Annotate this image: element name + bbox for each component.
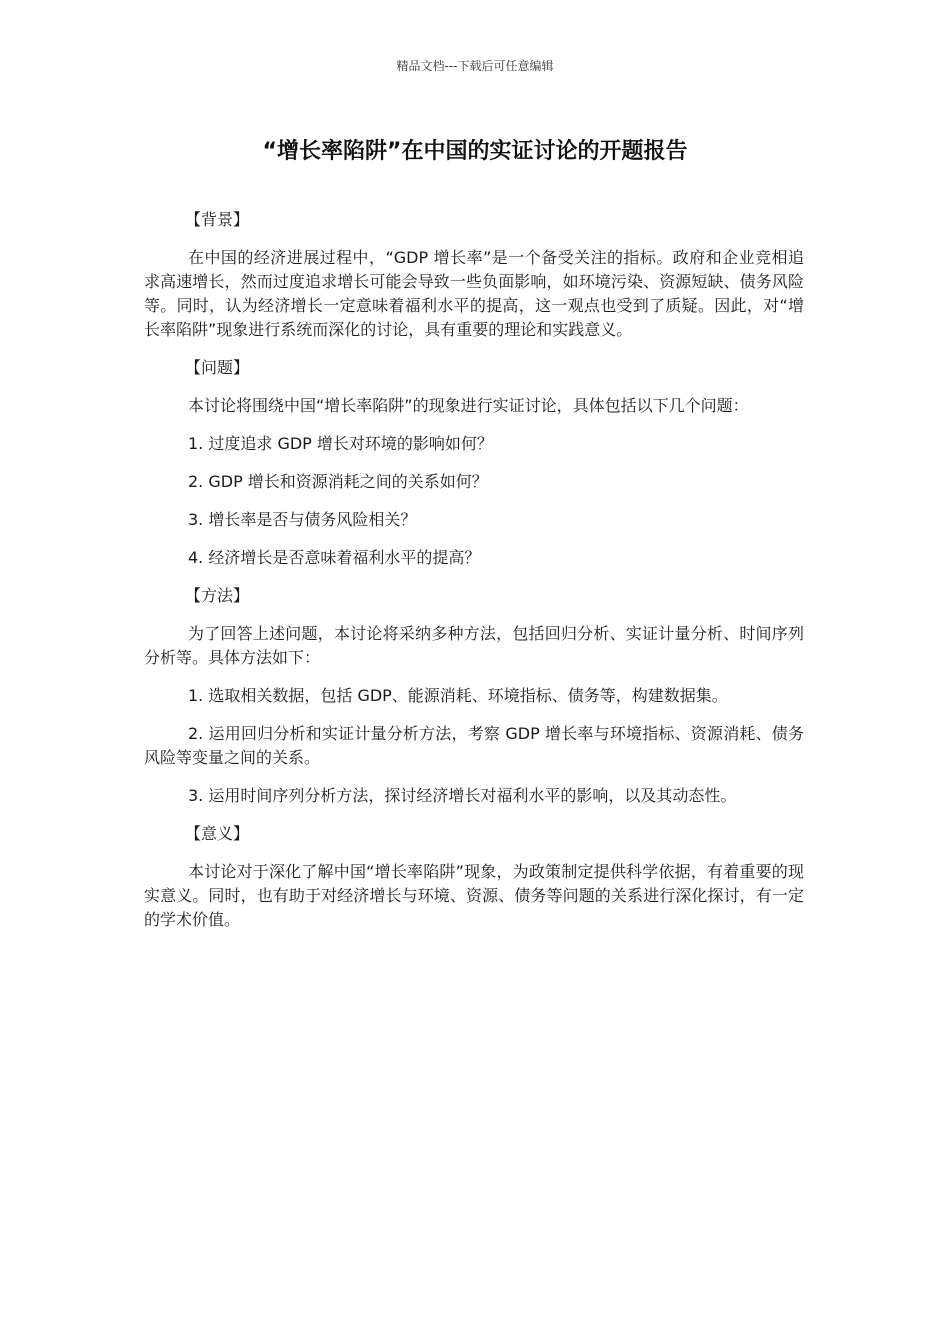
method-item: 2. 运用回归分析和实证计量分析方法，考察 GDP 增长率与环境指标、资源消耗、债务风险等变量之间的关系。 bbox=[144, 724, 804, 767]
section-heading-problem: 【问题】 bbox=[185, 358, 250, 377]
section-heading-background: 【背景】 bbox=[185, 210, 250, 229]
method-item: 1. 选取相关数据，包括 GDP、能源消耗、环境指标、债务等，构建数据集。 bbox=[188, 686, 728, 705]
document-body bbox=[144, 208, 804, 946]
problem-intro: 本讨论将围绕中国“增长率陷阱”的现象进行实证讨论，具体包括以下几个问题： bbox=[188, 396, 749, 415]
method-item: 3. 运用时间序列分析方法，探讨经济增长对福利水平的影响，以及其动态性。 bbox=[188, 786, 737, 805]
section-heading-method: 【方法】 bbox=[185, 586, 250, 605]
problem-item: 2. GDP 增长和资源消耗之间的关系如何？ bbox=[188, 472, 488, 491]
method-intro: 为了回答上述问题，本讨论将采纳多种方法，包括回归分析、实证计量分析、时间序列分析等。具体方法如下： bbox=[144, 624, 804, 667]
problem-item: 3. 增长率是否与债务风险相关？ bbox=[188, 510, 417, 529]
problem-item: 1. 过度追求 GDP 增长对环境的影响如何？ bbox=[188, 434, 493, 453]
significance-paragraph: 本讨论对于深化了解中国“增长率陷阱”现象，为政策制定提供科学依据，有着重要的现实意义。同时，也有助于对经济增长与环境、资源、债务等问题的关系进行深化探讨，有一定的学术价值。 bbox=[144, 862, 804, 929]
header-note: 精品文档---下载后可任意编辑 bbox=[396, 59, 554, 73]
section-heading-significance: 【意义】 bbox=[185, 824, 250, 843]
problem-item: 4. 经济增长是否意味着福利水平的提高？ bbox=[188, 548, 481, 567]
background-paragraph: 在中国的经济进展过程中，“GDP 增长率”是一个备受关注的指标。政府和企业竞相追求高速增长，然而过度追求增长可能会导致一些负面影响，如环境污染、资源短缺、债务风险等。同时，认为经济增长一定意味着福利水平的提高，这一观点也受到了质疑。因此，对“增长率陷阱”现象进行系统而深化的讨论，具有重要的理论和实践意义。 bbox=[144, 248, 804, 339]
document-title: “增长率陷阱”在中国的实证讨论的开题报告 bbox=[262, 139, 688, 164]
